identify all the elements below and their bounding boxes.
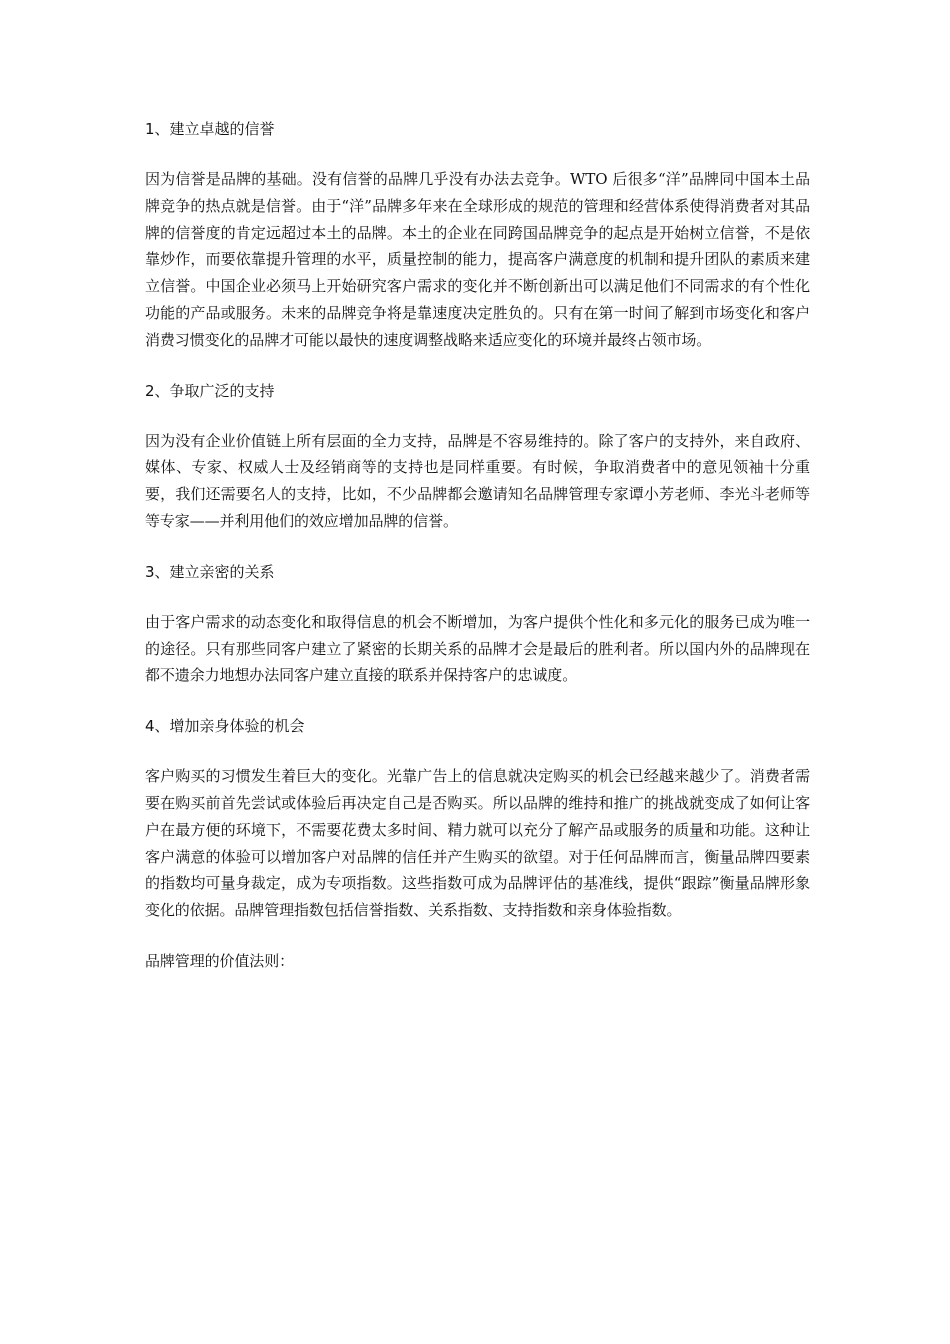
section-1-heading: 1、建立卓越的信誉 <box>145 120 275 138</box>
section-3-paragraph: 由于客户需求的动态变化和取得信息的机会不断增加，为客户提供个性化和多元化的服务已成为唯一的途径。只有那些同客户建立了紧密的长期关系的品牌才会是最后的胜利者。所以国内外的品牌现在都不遗余力地想办法同客户建立直接的联系并保持客户的忠诚度。 <box>145 612 810 685</box>
section-4-heading: 4、增加亲身体验的机会 <box>145 717 305 736</box>
section-4-paragraph: 客户购买的习惯发生着巨大的变化。光靠广告上的信息就决定购买的机会已经越来越少了。消费者需要在购买前首先尝试或体验后再决定自己是否购买。所以品牌的维持和推广的挑战就变成了如何让客户在最方便的环境下，不需要花费太多时间、精力就可以充分了解产品或服务的质量和功能。这种让客户满意的体验可以增加客户对品牌的信任并产生购买的欲望。对于任何品牌而言，衡量品牌四要素的指数均可量身裁定，成为专项指数。这些指数可成为品牌评估的基准线，提供“跟踪”衡量品牌形象变化的依据。品牌管理指数包括信誉指数、关系指数、支持指数和亲身体验指数。 <box>145 767 810 920</box>
section-3-heading: 3、建立亲密的关系 <box>145 562 275 581</box>
section-2-heading: 2、争取广泛的支持 <box>145 381 275 400</box>
section-2-paragraph: 因为没有企业价值链上所有层面的全力支持，品牌是不容易维持的。除了客户的支持外，来自政府、媒体、专家、权威人士及经销商等的支持也是同样重要。有时候，争取消费者中的意见领袖十分重要，我们还需要名人的支持，比如，不少品牌都会邀请知名品牌管理专家谭小芳老师、李光斗老师等等专家——并利用他们的效应增加品牌的信誉。 <box>145 431 810 530</box>
section-1-paragraph: 因为信誉是品牌的基础。没有信誉的品牌几乎没有办法去竞争。WTO 后很多“洋”品牌同中国本土品牌竞争的热点就是信誉。由于“洋”品牌多年来在全球形成的规范的管理和经营体系使得消费者对其品牌的信誉度的肯定远超过本土的品牌。本土的企业在同跨国品牌竞争的起点是开始树立信誉，不是依靠炒作，而要依靠提升管理的水平，质量控制的能力，提高客户满意度的机制和提升团队的素质来建立信誉。中国企业必须马上开始研究客户需求的变化并不断创新出可以满足他们不同需求的有个性化功能的产品或服务。未来的品牌竞争将是靠速度决定胜负的。只有在第一时间了解到市场变化和客户消费习惯变化的品牌才可能以最快的速度调整战略来适应变化的环境并最终占领市场。 <box>145 170 810 349</box>
document-body <box>145 116 810 999</box>
closing-line: 品牌管理的价值法则： <box>145 951 295 970</box>
